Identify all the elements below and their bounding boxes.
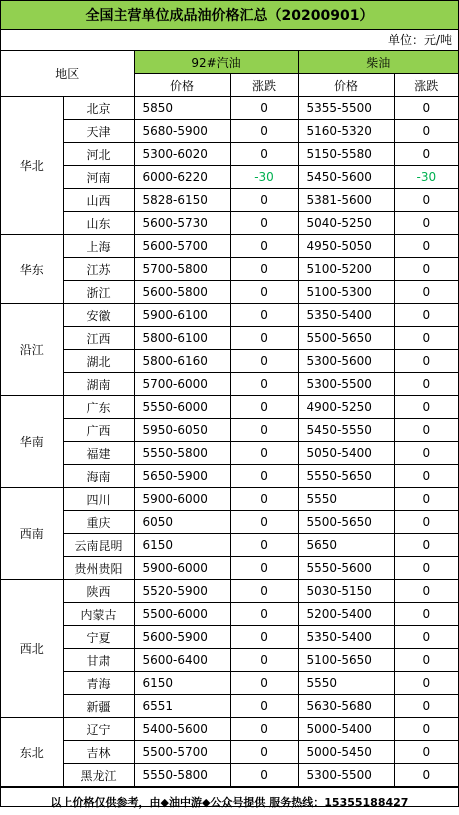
- diesel-price: 5355-5500: [298, 97, 394, 120]
- diesel-price: 5030-5150: [298, 580, 394, 603]
- diesel-price: 5500-5650: [298, 511, 394, 534]
- city-name: 山西: [63, 189, 134, 212]
- table-row: [1, 695, 458, 718]
- gasoline-price: 6000-6220: [134, 166, 230, 189]
- diesel-change: 0: [394, 235, 458, 258]
- header-gasoline-price: 价格: [134, 74, 230, 97]
- table-row: [1, 419, 458, 442]
- gasoline-price: 5400-5600: [134, 718, 230, 741]
- region-name: 东北: [1, 718, 63, 787]
- diesel-change: 0: [394, 649, 458, 672]
- diesel-change: 0: [394, 672, 458, 695]
- header-diesel-price: 价格: [298, 74, 394, 97]
- table-row: [1, 580, 458, 603]
- gasoline-change: 0: [230, 465, 298, 488]
- gasoline-price: 5600-5700: [134, 235, 230, 258]
- gasoline-price: 5520-5900: [134, 580, 230, 603]
- diesel-change: 0: [394, 580, 458, 603]
- table-row: [1, 557, 458, 580]
- table-row: [1, 626, 458, 649]
- gasoline-change: 0: [230, 258, 298, 281]
- diesel-price: 5160-5320: [298, 120, 394, 143]
- table-row: [1, 442, 458, 465]
- city-name: 四川: [63, 488, 134, 511]
- region-name: 华东: [1, 235, 63, 304]
- city-name: 青海: [63, 672, 134, 695]
- gasoline-change: 0: [230, 764, 298, 787]
- city-name: 陕西: [63, 580, 134, 603]
- city-name: 福建: [63, 442, 134, 465]
- diesel-change: 0: [394, 465, 458, 488]
- diesel-change: 0: [394, 189, 458, 212]
- diesel-price: 5650: [298, 534, 394, 557]
- gasoline-price: 5900-6000: [134, 488, 230, 511]
- gasoline-change: 0: [230, 580, 298, 603]
- gasoline-price: 6050: [134, 511, 230, 534]
- gasoline-price: 5700-5800: [134, 258, 230, 281]
- sheet-title: 全国主营单位成品油价格汇总（20200901）: [1, 1, 458, 30]
- table-row: [1, 649, 458, 672]
- gasoline-change: 0: [230, 97, 298, 120]
- gasoline-change: 0: [230, 557, 298, 580]
- gasoline-change: 0: [230, 534, 298, 557]
- gasoline-price: 5900-6100: [134, 304, 230, 327]
- gasoline-price: 5850: [134, 97, 230, 120]
- gasoline-price: 5300-6020: [134, 143, 230, 166]
- diesel-price: 5550: [298, 672, 394, 695]
- table-row: [1, 511, 458, 534]
- gasoline-price: 5550-5800: [134, 764, 230, 787]
- diesel-change: 0: [394, 695, 458, 718]
- diesel-change: 0: [394, 143, 458, 166]
- gasoline-change: 0: [230, 718, 298, 741]
- gasoline-price: 5600-5900: [134, 626, 230, 649]
- diesel-price: 5450-5600: [298, 166, 394, 189]
- table-row: [1, 120, 458, 143]
- table-row: [1, 304, 458, 327]
- diesel-price: 5050-5400: [298, 442, 394, 465]
- table-row: [1, 258, 458, 281]
- gasoline-change: 0: [230, 649, 298, 672]
- gasoline-change: 0: [230, 281, 298, 304]
- region-name: 华南: [1, 396, 63, 488]
- table-row: [1, 465, 458, 488]
- diesel-price: 4900-5250: [298, 396, 394, 419]
- header-gasoline-change: 涨跌: [230, 74, 298, 97]
- diesel-change: 0: [394, 764, 458, 787]
- city-name: 广东: [63, 396, 134, 419]
- diesel-change: 0: [394, 97, 458, 120]
- diesel-price: 5000-5450: [298, 741, 394, 764]
- gasoline-price: 5550-6000: [134, 396, 230, 419]
- table-row: [1, 327, 458, 350]
- gasoline-price: 5600-5800: [134, 281, 230, 304]
- city-name: 湖北: [63, 350, 134, 373]
- table-row: [1, 534, 458, 557]
- header-gasoline: 92#汽油: [134, 51, 298, 74]
- region-name: 沿江: [1, 304, 63, 396]
- city-name: 贵州贵阳: [63, 557, 134, 580]
- diesel-price: 5200-5400: [298, 603, 394, 626]
- gasoline-price: 5550-5800: [134, 442, 230, 465]
- city-name: 海南: [63, 465, 134, 488]
- table-row: [1, 212, 458, 235]
- gasoline-price: 5600-5730: [134, 212, 230, 235]
- gasoline-price: 5800-6160: [134, 350, 230, 373]
- table-row: [1, 281, 458, 304]
- gasoline-price: 5500-6000: [134, 603, 230, 626]
- diesel-change: 0: [394, 488, 458, 511]
- gasoline-price: 5950-6050: [134, 419, 230, 442]
- city-name: 新疆: [63, 695, 134, 718]
- gasoline-change: 0: [230, 235, 298, 258]
- region-name: 华北: [1, 97, 63, 235]
- unit-label: 单位：元/吨: [1, 30, 458, 51]
- diesel-price: 5000-5400: [298, 718, 394, 741]
- diesel-price: 5350-5400: [298, 626, 394, 649]
- diesel-price: 5350-5400: [298, 304, 394, 327]
- diesel-change: 0: [394, 258, 458, 281]
- diesel-change: 0: [394, 373, 458, 396]
- table-row: [1, 741, 458, 764]
- diesel-price: 5040-5250: [298, 212, 394, 235]
- city-name: 广西: [63, 419, 134, 442]
- gasoline-change: 0: [230, 396, 298, 419]
- city-name: 甘肃: [63, 649, 134, 672]
- city-name: 河北: [63, 143, 134, 166]
- city-name: 浙江: [63, 281, 134, 304]
- gasoline-change: 0: [230, 327, 298, 350]
- diesel-change: 0: [394, 534, 458, 557]
- diesel-price: 5630-5680: [298, 695, 394, 718]
- gasoline-change: 0: [230, 488, 298, 511]
- city-name: 内蒙古: [63, 603, 134, 626]
- price-table: [1, 51, 458, 787]
- diesel-price: 5381-5600: [298, 189, 394, 212]
- table-row: [1, 189, 458, 212]
- diesel-change: 0: [394, 718, 458, 741]
- city-name: 天津: [63, 120, 134, 143]
- region-name: 西北: [1, 580, 63, 718]
- table-row: [1, 166, 458, 189]
- table-row: [1, 764, 458, 787]
- table-row: [1, 97, 458, 120]
- city-name: 辽宁: [63, 718, 134, 741]
- city-name: 云南昆明: [63, 534, 134, 557]
- table-row: [1, 488, 458, 511]
- diesel-price: 4950-5050: [298, 235, 394, 258]
- header-region: 地区: [1, 51, 134, 97]
- diesel-price: 5500-5650: [298, 327, 394, 350]
- diesel-change: 0: [394, 419, 458, 442]
- table-row: [1, 603, 458, 626]
- gasoline-change: 0: [230, 120, 298, 143]
- gasoline-change: 0: [230, 741, 298, 764]
- diesel-change: 0: [394, 626, 458, 649]
- table-row: [1, 396, 458, 419]
- gasoline-change: 0: [230, 603, 298, 626]
- price-table-body: [1, 97, 458, 787]
- gasoline-price: 5500-5700: [134, 741, 230, 764]
- diesel-price: 5150-5580: [298, 143, 394, 166]
- gasoline-change: 0: [230, 143, 298, 166]
- gasoline-change: 0: [230, 442, 298, 465]
- diesel-change: 0: [394, 396, 458, 419]
- gasoline-change: 0: [230, 419, 298, 442]
- table-row: [1, 718, 458, 741]
- city-name: 安徽: [63, 304, 134, 327]
- city-name: 上海: [63, 235, 134, 258]
- diesel-price: 5450-5550: [298, 419, 394, 442]
- diesel-change: 0: [394, 350, 458, 373]
- diesel-price: 5300-5500: [298, 764, 394, 787]
- header-diesel: 柴油: [298, 51, 458, 74]
- gasoline-change: 0: [230, 511, 298, 534]
- table-row: [1, 143, 458, 166]
- gasoline-change: 0: [230, 373, 298, 396]
- table-row: [1, 373, 458, 396]
- gasoline-change: 0: [230, 212, 298, 235]
- diesel-change: 0: [394, 304, 458, 327]
- gasoline-price: 6150: [134, 672, 230, 695]
- diesel-change: 0: [394, 442, 458, 465]
- diesel-change: 0: [394, 511, 458, 534]
- city-name: 湖南: [63, 373, 134, 396]
- gasoline-change: 0: [230, 695, 298, 718]
- gasoline-price: 5828-6150: [134, 189, 230, 212]
- diesel-price: 5300-5600: [298, 350, 394, 373]
- gasoline-price: 6551: [134, 695, 230, 718]
- diesel-change: 0: [394, 120, 458, 143]
- city-name: 吉林: [63, 741, 134, 764]
- gasoline-change: 0: [230, 672, 298, 695]
- gasoline-price: 5680-5900: [134, 120, 230, 143]
- city-name: 宁夏: [63, 626, 134, 649]
- gasoline-change: 0: [230, 189, 298, 212]
- table-row: [1, 235, 458, 258]
- diesel-price: 5550-5650: [298, 465, 394, 488]
- diesel-price: 5100-5200: [298, 258, 394, 281]
- diesel-price: 5100-5300: [298, 281, 394, 304]
- header-diesel-change: 涨跌: [394, 74, 458, 97]
- footer-note: 以上价格仅供参考，由◆油中游◆公众号提供 服务热线：15355188427: [1, 787, 458, 815]
- gasoline-price: 5800-6100: [134, 327, 230, 350]
- city-name: 河南: [63, 166, 134, 189]
- diesel-change: -30: [394, 166, 458, 189]
- region-name: 西南: [1, 488, 63, 580]
- diesel-change: 0: [394, 281, 458, 304]
- diesel-change: 0: [394, 603, 458, 626]
- city-name: 江西: [63, 327, 134, 350]
- diesel-price: 5550-5600: [298, 557, 394, 580]
- diesel-change: 0: [394, 327, 458, 350]
- city-name: 黑龙江: [63, 764, 134, 787]
- diesel-price: 5300-5500: [298, 373, 394, 396]
- gasoline-price: 5900-6000: [134, 557, 230, 580]
- city-name: 江苏: [63, 258, 134, 281]
- table-row: [1, 672, 458, 695]
- gasoline-change: 0: [230, 350, 298, 373]
- gasoline-price: 6150: [134, 534, 230, 557]
- city-name: 重庆: [63, 511, 134, 534]
- gasoline-price: 5650-5900: [134, 465, 230, 488]
- city-name: 北京: [63, 97, 134, 120]
- diesel-change: 0: [394, 212, 458, 235]
- table-row: [1, 350, 458, 373]
- diesel-change: 0: [394, 557, 458, 580]
- gasoline-price: 5700-6000: [134, 373, 230, 396]
- gasoline-change: 0: [230, 626, 298, 649]
- gasoline-price: 5600-6400: [134, 649, 230, 672]
- diesel-price: 5550: [298, 488, 394, 511]
- city-name: 山东: [63, 212, 134, 235]
- gasoline-change: -30: [230, 166, 298, 189]
- diesel-price: 5100-5650: [298, 649, 394, 672]
- diesel-change: 0: [394, 741, 458, 764]
- gasoline-change: 0: [230, 304, 298, 327]
